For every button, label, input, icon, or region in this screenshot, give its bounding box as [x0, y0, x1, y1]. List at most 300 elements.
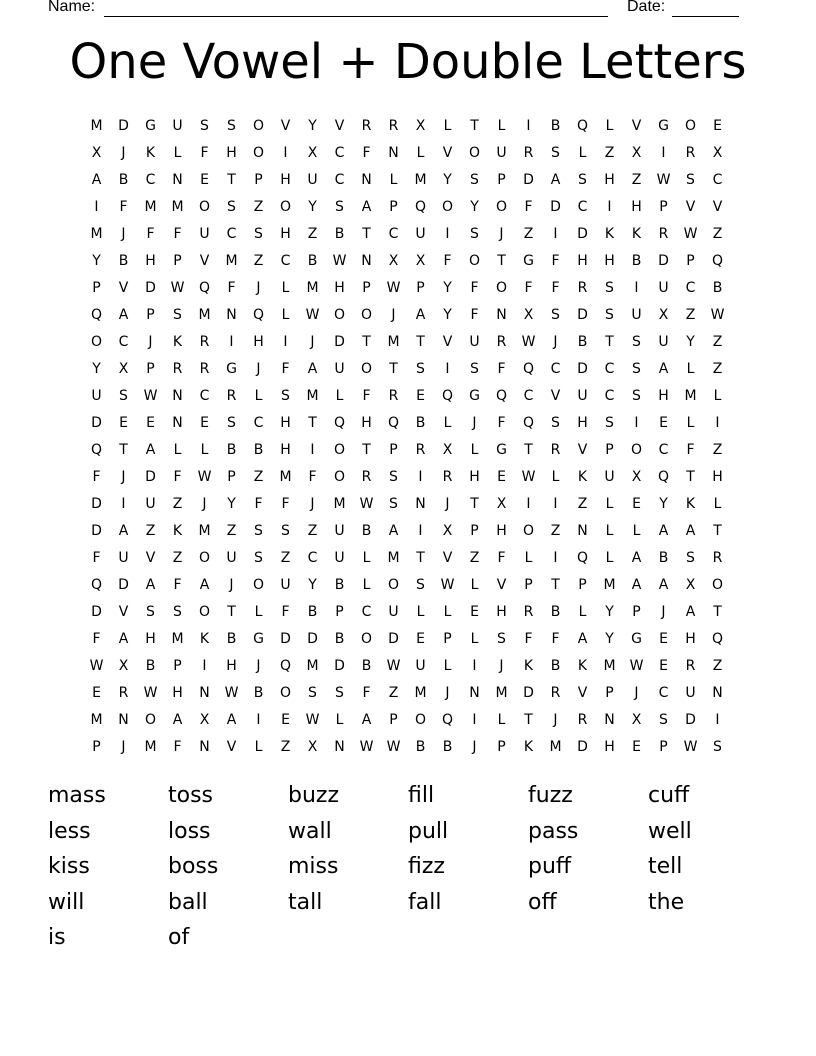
grid-letter[interactable]: H	[280, 441, 291, 458]
grid-letter[interactable]: A	[415, 306, 426, 323]
grid-letter[interactable]: M	[90, 711, 103, 728]
grid-letter[interactable]: Z	[712, 225, 723, 242]
grid-letter[interactable]: T	[362, 333, 371, 350]
grid-letter[interactable]: M	[387, 333, 400, 350]
grid-letter[interactable]: H	[280, 225, 291, 242]
grid-letter[interactable]: A	[118, 522, 129, 539]
grid-letter[interactable]: Y	[308, 117, 317, 134]
grid-letter[interactable]: Q	[387, 414, 400, 431]
grid-letter[interactable]: T	[416, 549, 425, 566]
grid-letter[interactable]: X	[631, 144, 642, 161]
grid-letter[interactable]: A	[658, 522, 669, 539]
grid-letter[interactable]: L	[281, 279, 290, 296]
grid-letter[interactable]: Y	[92, 252, 101, 269]
grid-letter[interactable]: H	[685, 630, 696, 647]
grid-letter[interactable]: E	[146, 414, 155, 431]
grid-letter[interactable]: S	[254, 522, 263, 539]
grid-letter[interactable]: D	[334, 657, 345, 674]
grid-letter[interactable]: M	[603, 657, 616, 674]
grid-letter[interactable]: N	[415, 495, 426, 512]
grid-letter[interactable]: L	[416, 144, 425, 161]
grid-letter[interactable]: D	[91, 414, 102, 431]
grid-letter[interactable]: L	[254, 738, 263, 755]
grid-letter[interactable]: O	[495, 279, 508, 296]
grid-letter[interactable]: U	[388, 603, 399, 620]
grid-letter[interactable]: O	[333, 306, 346, 323]
grid-letter[interactable]: D	[280, 630, 291, 647]
grid-letter[interactable]: R	[226, 387, 237, 404]
grid-letter[interactable]: M	[414, 684, 427, 701]
grid-letter[interactable]: E	[659, 657, 668, 674]
grid-letter[interactable]: O	[468, 252, 481, 269]
grid-letter[interactable]: R	[361, 117, 372, 134]
grid-letter[interactable]: H	[334, 279, 345, 296]
grid-letter[interactable]: O	[279, 684, 292, 701]
grid-letter[interactable]: F	[173, 576, 182, 593]
grid-letter[interactable]: Q	[198, 279, 211, 296]
grid-letter[interactable]: B	[145, 657, 156, 674]
grid-letter[interactable]: D	[550, 198, 561, 215]
grid-letter[interactable]: D	[334, 333, 345, 350]
grid-letter[interactable]: C	[604, 387, 615, 404]
grid-letter[interactable]: Z	[226, 522, 237, 539]
grid-letter[interactable]: S	[416, 360, 425, 377]
grid-letter[interactable]: O	[360, 360, 373, 377]
grid-letter[interactable]: U	[172, 117, 183, 134]
grid-letter[interactable]: P	[497, 171, 506, 188]
grid-letter[interactable]: B	[712, 279, 723, 296]
grid-letter[interactable]: M	[198, 306, 211, 323]
grid-letter[interactable]: O	[252, 576, 265, 593]
grid-letter[interactable]: C	[550, 360, 561, 377]
grid-letter[interactable]: T	[551, 576, 560, 593]
grid-letter[interactable]: U	[118, 549, 129, 566]
grid-letter[interactable]: M	[144, 198, 157, 215]
grid-letter[interactable]: V	[577, 441, 588, 458]
grid-letter[interactable]: P	[335, 603, 344, 620]
grid-letter[interactable]: O	[468, 144, 481, 161]
grid-letter[interactable]: A	[145, 441, 156, 458]
grid-letter[interactable]: E	[632, 495, 641, 512]
grid-letter[interactable]: Q	[576, 117, 589, 134]
grid-letter[interactable]: O	[711, 576, 724, 593]
grid-letter[interactable]: A	[631, 576, 642, 593]
grid-letter[interactable]: F	[173, 225, 182, 242]
grid-letter[interactable]: R	[361, 468, 372, 485]
grid-letter[interactable]: Y	[470, 198, 479, 215]
grid-letter[interactable]: L	[200, 441, 209, 458]
grid-letter[interactable]: S	[389, 495, 398, 512]
grid-letter[interactable]: U	[334, 522, 345, 539]
grid-letter[interactable]: L	[281, 306, 290, 323]
grid-letter[interactable]: J	[256, 279, 261, 296]
grid-letter[interactable]: H	[712, 468, 723, 485]
grid-letter[interactable]: H	[253, 333, 264, 350]
grid-letter[interactable]: B	[550, 603, 561, 620]
grid-letter[interactable]: X	[307, 144, 318, 161]
grid-letter[interactable]: U	[334, 360, 345, 377]
grid-letter[interactable]: J	[310, 333, 315, 350]
grid-letter[interactable]: Z	[280, 738, 291, 755]
grid-letter[interactable]: V	[550, 387, 561, 404]
grid-letter[interactable]: L	[443, 117, 452, 134]
grid-letter[interactable]: Q	[414, 198, 427, 215]
grid-letter[interactable]: J	[499, 657, 504, 674]
grid-letter[interactable]: P	[686, 252, 695, 269]
grid-letter[interactable]: I	[553, 549, 558, 566]
grid-letter[interactable]: J	[661, 603, 666, 620]
grid-letter[interactable]: S	[308, 684, 317, 701]
grid-letter[interactable]: E	[200, 414, 209, 431]
grid-letter[interactable]: V	[226, 738, 237, 755]
grid-letter[interactable]: R	[496, 333, 507, 350]
grid-letter[interactable]: M	[225, 252, 238, 269]
grid-letter[interactable]: L	[335, 711, 344, 728]
grid-letter[interactable]: K	[523, 657, 534, 674]
grid-letter[interactable]: S	[497, 630, 506, 647]
grid-letter[interactable]: P	[173, 252, 182, 269]
grid-letter[interactable]: J	[391, 306, 396, 323]
grid-letter[interactable]: L	[686, 414, 695, 431]
grid-letter[interactable]: C	[226, 225, 237, 242]
grid-letter[interactable]: A	[658, 576, 669, 593]
grid-letter[interactable]: P	[146, 306, 155, 323]
grid-letter[interactable]: K	[145, 144, 156, 161]
grid-letter[interactable]: V	[685, 198, 696, 215]
grid-letter[interactable]: B	[334, 225, 345, 242]
grid-letter[interactable]: W	[521, 468, 536, 485]
grid-letter[interactable]: L	[713, 387, 722, 404]
grid-letter[interactable]: F	[551, 630, 560, 647]
grid-letter[interactable]: F	[497, 360, 506, 377]
grid-letter[interactable]: U	[199, 225, 210, 242]
grid-letter[interactable]: Z	[253, 252, 264, 269]
grid-letter[interactable]: X	[388, 252, 399, 269]
grid-letter[interactable]: V	[118, 603, 129, 620]
grid-letter[interactable]: S	[578, 171, 587, 188]
grid-letter[interactable]: V	[442, 144, 453, 161]
grid-letter[interactable]: O	[441, 198, 454, 215]
grid-letter[interactable]: H	[280, 171, 291, 188]
grid-letter[interactable]: R	[523, 144, 534, 161]
grid-letter[interactable]: X	[658, 306, 669, 323]
grid-letter[interactable]: Z	[307, 225, 318, 242]
grid-letter[interactable]: T	[119, 441, 128, 458]
grid-letter[interactable]: B	[550, 117, 561, 134]
grid-letter[interactable]: L	[497, 711, 506, 728]
grid-letter[interactable]: P	[659, 738, 668, 755]
grid-letter[interactable]: F	[362, 387, 371, 404]
grid-letter[interactable]: D	[685, 711, 696, 728]
grid-letter[interactable]: P	[92, 279, 101, 296]
grid-letter[interactable]: O	[198, 198, 211, 215]
grid-letter[interactable]: L	[254, 387, 263, 404]
grid-letter[interactable]: S	[551, 306, 560, 323]
grid-letter[interactable]: H	[361, 414, 372, 431]
grid-letter[interactable]: L	[335, 387, 344, 404]
grid-letter[interactable]: L	[497, 117, 506, 134]
grid-letter[interactable]: M	[549, 738, 562, 755]
grid-letter[interactable]: F	[173, 468, 182, 485]
grid-letter[interactable]: J	[445, 684, 450, 701]
grid-letter[interactable]: Q	[495, 387, 508, 404]
grid-letter[interactable]: L	[605, 495, 614, 512]
grid-letter[interactable]: B	[253, 684, 264, 701]
grid-letter[interactable]: B	[307, 603, 318, 620]
grid-letter[interactable]: J	[148, 333, 153, 350]
grid-letter[interactable]: U	[145, 495, 156, 512]
grid-letter[interactable]: H	[145, 630, 156, 647]
grid-letter[interactable]: S	[632, 333, 641, 350]
grid-letter[interactable]: V	[577, 684, 588, 701]
grid-letter[interactable]: O	[360, 630, 373, 647]
grid-letter[interactable]: P	[605, 684, 614, 701]
grid-letter[interactable]: L	[470, 630, 479, 647]
grid-letter[interactable]: Q	[522, 414, 535, 431]
grid-letter[interactable]: L	[578, 144, 587, 161]
grid-letter[interactable]: W	[656, 171, 671, 188]
grid-letter[interactable]: H	[577, 414, 588, 431]
grid-letter[interactable]: R	[199, 333, 210, 350]
grid-letter[interactable]: A	[685, 603, 696, 620]
grid-letter[interactable]: N	[118, 711, 129, 728]
grid-letter[interactable]: S	[389, 468, 398, 485]
grid-letter[interactable]: E	[659, 630, 668, 647]
grid-letter[interactable]: F	[362, 144, 371, 161]
grid-letter[interactable]: M	[144, 738, 157, 755]
grid-letter[interactable]: C	[118, 333, 129, 350]
grid-letter[interactable]: O	[360, 306, 373, 323]
grid-letter[interactable]: S	[686, 171, 695, 188]
grid-letter[interactable]: E	[713, 117, 722, 134]
grid-letter[interactable]: O	[684, 117, 697, 134]
grid-letter[interactable]: M	[495, 684, 508, 701]
grid-letter[interactable]: N	[496, 306, 507, 323]
grid-letter[interactable]: F	[227, 279, 236, 296]
grid-letter[interactable]: R	[685, 657, 696, 674]
grid-letter[interactable]: R	[712, 549, 723, 566]
grid-letter[interactable]: X	[118, 657, 129, 674]
grid-letter[interactable]: F	[254, 495, 263, 512]
grid-letter[interactable]: P	[497, 738, 506, 755]
grid-letter[interactable]: Y	[605, 630, 614, 647]
grid-letter[interactable]: G	[145, 117, 156, 134]
grid-letter[interactable]: O	[495, 198, 508, 215]
grid-letter[interactable]: L	[389, 171, 398, 188]
grid-letter[interactable]: F	[524, 630, 533, 647]
grid-letter[interactable]: I	[661, 144, 666, 161]
grid-letter[interactable]: M	[198, 522, 211, 539]
grid-letter[interactable]: L	[173, 144, 182, 161]
grid-letter[interactable]: Q	[441, 711, 454, 728]
grid-letter[interactable]: V	[145, 549, 156, 566]
grid-letter[interactable]: Q	[90, 441, 103, 458]
grid-letter[interactable]: W	[710, 306, 725, 323]
grid-letter[interactable]: I	[94, 198, 99, 215]
grid-letter[interactable]: E	[497, 468, 506, 485]
grid-letter[interactable]: Z	[172, 495, 183, 512]
grid-letter[interactable]: J	[121, 468, 126, 485]
grid-letter[interactable]: L	[524, 549, 533, 566]
grid-letter[interactable]: E	[119, 414, 128, 431]
grid-letter[interactable]: G	[631, 630, 642, 647]
grid-letter[interactable]: J	[121, 225, 126, 242]
grid-letter[interactable]: C	[685, 279, 696, 296]
grid-letter[interactable]: S	[659, 711, 668, 728]
grid-letter[interactable]: N	[469, 684, 480, 701]
grid-letter[interactable]: K	[577, 468, 588, 485]
grid-letter[interactable]: J	[310, 495, 315, 512]
grid-letter[interactable]: C	[334, 171, 345, 188]
grid-letter[interactable]: R	[523, 603, 534, 620]
grid-letter[interactable]: C	[199, 387, 210, 404]
grid-letter[interactable]: X	[496, 495, 507, 512]
grid-letter[interactable]: W	[224, 684, 239, 701]
grid-letter[interactable]: A	[658, 360, 669, 377]
grid-letter[interactable]: Z	[523, 225, 534, 242]
grid-letter[interactable]: A	[361, 198, 372, 215]
grid-letter[interactable]: A	[172, 711, 183, 728]
grid-letter[interactable]: R	[577, 711, 588, 728]
grid-letter[interactable]: F	[470, 279, 479, 296]
grid-letter[interactable]: Y	[686, 333, 695, 350]
grid-letter[interactable]: Z	[307, 522, 318, 539]
grid-letter[interactable]: G	[496, 441, 507, 458]
grid-letter[interactable]: N	[604, 711, 615, 728]
grid-letter[interactable]: I	[472, 657, 477, 674]
grid-letter[interactable]: H	[658, 387, 669, 404]
grid-letter[interactable]: M	[171, 198, 184, 215]
grid-letter[interactable]: G	[658, 117, 669, 134]
grid-letter[interactable]: L	[443, 603, 452, 620]
grid-letter[interactable]: O	[279, 198, 292, 215]
grid-letter[interactable]: C	[577, 198, 588, 215]
grid-letter[interactable]: D	[523, 684, 534, 701]
grid-letter[interactable]: G	[226, 360, 237, 377]
grid-letter[interactable]: I	[310, 441, 315, 458]
grid-letter[interactable]: D	[523, 171, 534, 188]
grid-letter[interactable]: K	[199, 630, 210, 647]
grid-letter[interactable]: S	[281, 522, 290, 539]
grid-letter[interactable]: Z	[253, 468, 264, 485]
grid-letter[interactable]: Z	[172, 549, 183, 566]
grid-letter[interactable]: J	[634, 684, 639, 701]
grid-letter[interactable]: G	[523, 252, 534, 269]
grid-letter[interactable]: S	[605, 279, 614, 296]
grid-letter[interactable]: L	[416, 603, 425, 620]
grid-letter[interactable]: J	[499, 225, 504, 242]
grid-letter[interactable]: X	[415, 117, 426, 134]
grid-letter[interactable]: S	[551, 144, 560, 161]
grid-letter[interactable]: T	[362, 225, 371, 242]
grid-letter[interactable]: X	[442, 441, 453, 458]
grid-letter[interactable]: S	[416, 576, 425, 593]
grid-letter[interactable]: F	[173, 738, 182, 755]
grid-letter[interactable]: V	[118, 279, 129, 296]
grid-letter[interactable]: S	[686, 549, 695, 566]
grid-letter[interactable]: R	[550, 684, 561, 701]
grid-letter[interactable]: X	[91, 144, 102, 161]
grid-letter[interactable]: D	[91, 522, 102, 539]
grid-letter[interactable]: N	[199, 738, 210, 755]
grid-letter[interactable]: W	[629, 657, 644, 674]
grid-letter[interactable]: W	[386, 279, 401, 296]
grid-letter[interactable]: B	[118, 252, 129, 269]
grid-letter[interactable]: C	[361, 603, 372, 620]
grid-letter[interactable]: R	[415, 441, 426, 458]
grid-letter[interactable]: F	[308, 468, 317, 485]
grid-letter[interactable]: U	[658, 279, 669, 296]
grid-letter[interactable]: I	[526, 117, 531, 134]
grid-letter[interactable]: U	[631, 306, 642, 323]
grid-letter[interactable]: K	[685, 495, 696, 512]
grid-letter[interactable]: C	[604, 360, 615, 377]
grid-letter[interactable]: O	[387, 576, 400, 593]
grid-letter[interactable]: O	[198, 549, 211, 566]
grid-letter[interactable]: Z	[604, 144, 615, 161]
grid-letter[interactable]: M	[306, 279, 319, 296]
grid-letter[interactable]: S	[470, 171, 479, 188]
grid-letter[interactable]: O	[414, 711, 427, 728]
grid-letter[interactable]: C	[388, 225, 399, 242]
grid-letter[interactable]: Z	[577, 495, 588, 512]
grid-letter[interactable]: X	[118, 360, 129, 377]
grid-letter[interactable]: L	[578, 603, 587, 620]
grid-letter[interactable]: V	[334, 117, 345, 134]
grid-letter[interactable]: X	[685, 576, 696, 593]
grid-letter[interactable]: P	[173, 657, 182, 674]
grid-letter[interactable]: W	[170, 279, 185, 296]
grid-letter[interactable]: B	[118, 171, 129, 188]
grid-letter[interactable]: F	[497, 414, 506, 431]
grid-letter[interactable]: O	[333, 441, 346, 458]
grid-letter[interactable]: L	[605, 549, 614, 566]
grid-letter[interactable]: O	[630, 441, 643, 458]
grid-letter[interactable]: H	[604, 738, 615, 755]
grid-letter[interactable]: S	[713, 738, 722, 755]
grid-letter[interactable]: A	[118, 630, 129, 647]
grid-letter[interactable]: D	[145, 468, 156, 485]
grid-letter[interactable]: D	[658, 252, 669, 269]
grid-letter[interactable]: P	[443, 630, 452, 647]
grid-letter[interactable]: I	[715, 711, 720, 728]
grid-letter[interactable]: B	[415, 738, 426, 755]
grid-letter[interactable]: S	[470, 360, 479, 377]
grid-letter[interactable]: F	[92, 468, 101, 485]
grid-letter[interactable]: S	[227, 198, 236, 215]
grid-letter[interactable]: K	[172, 333, 183, 350]
grid-letter[interactable]: Q	[279, 657, 292, 674]
grid-letter[interactable]: N	[172, 387, 183, 404]
grid-letter[interactable]: I	[283, 144, 288, 161]
grid-letter[interactable]: A	[685, 522, 696, 539]
grid-letter[interactable]: Z	[712, 333, 723, 350]
grid-letter[interactable]: W	[143, 684, 158, 701]
grid-letter[interactable]: R	[172, 360, 183, 377]
grid-letter[interactable]: F	[119, 198, 128, 215]
grid-letter[interactable]: W	[521, 333, 536, 350]
grid-letter[interactable]: W	[305, 711, 320, 728]
grid-letter[interactable]: A	[361, 711, 372, 728]
grid-letter[interactable]: Q	[90, 306, 103, 323]
grid-letter[interactable]: T	[227, 171, 236, 188]
grid-letter[interactable]: J	[256, 360, 261, 377]
grid-letter[interactable]: H	[226, 657, 237, 674]
grid-letter[interactable]: L	[443, 414, 452, 431]
grid-letter[interactable]: M	[279, 468, 292, 485]
grid-letter[interactable]: V	[712, 198, 723, 215]
grid-letter[interactable]: Z	[631, 171, 642, 188]
